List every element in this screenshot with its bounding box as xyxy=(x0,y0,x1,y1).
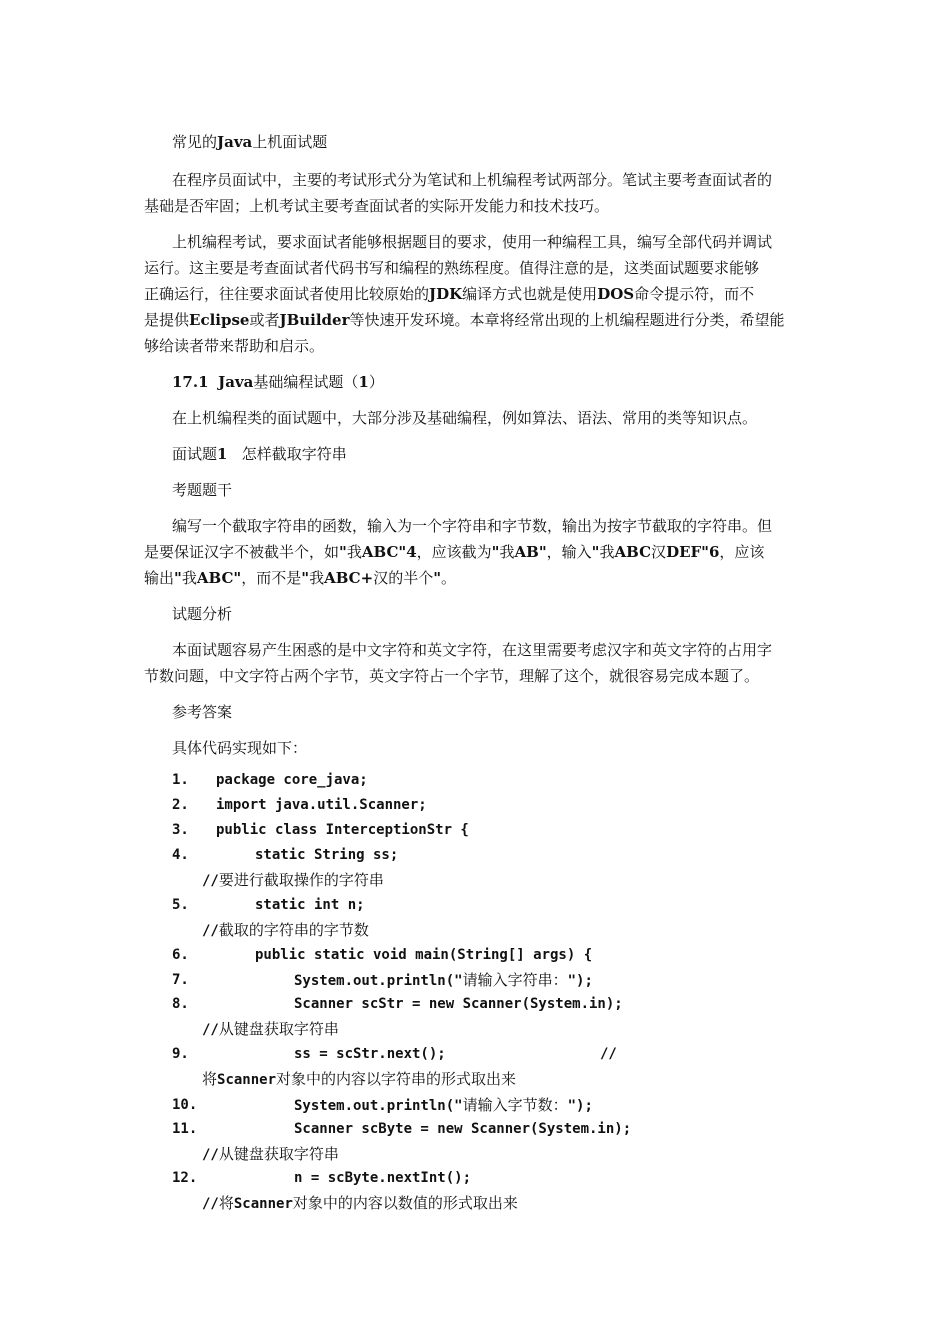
code-line-number: 8. xyxy=(172,996,189,1012)
code-line: import java.util.Scanner; xyxy=(216,797,427,813)
code-line-number: 2. xyxy=(172,797,189,813)
section-description: 在上机编程类的面试题中，大部分涉及基础编程，例如算法、语法、常用的类等知识点。 xyxy=(172,409,758,427)
section-heading: 17.1 Java基础编程试题（1） xyxy=(172,373,384,391)
code-line-number: 4. xyxy=(172,847,189,863)
code-line-number: 6. xyxy=(172,947,189,963)
code-comment: //要进行截取操作的字符串 xyxy=(202,871,384,889)
intro-paragraph-2-line-4: 是提供Eclipse或者JBuilder等快速开发环境。本章将经常出现的上机编程题进行分类，希望能 xyxy=(144,311,785,329)
code-line: static int n; xyxy=(255,897,365,913)
code-comment: //将Scanner对象中的内容以数值的形式取出来 xyxy=(202,1194,518,1212)
intro-paragraph-1-line-1: 在程序员面试中，主要的考试形式分为笔试和上机编程考试两部分。笔试主要考查面试者的 xyxy=(172,171,773,189)
code-line-number: 3. xyxy=(172,822,189,838)
code-line-number: 7. xyxy=(172,972,189,988)
code-comment: // xyxy=(600,1046,617,1062)
question-heading: 面试题1 怎样截取字符串 xyxy=(172,445,347,463)
answer-intro: 具体代码实现如下： xyxy=(172,739,308,757)
analysis-line-2: 节数问题，中文字符占两个字节，英文字符占一个字节，理解了这个，就很容易完成本题了。 xyxy=(144,667,760,685)
intro-paragraph-2-line-3: 正确运行，往往要求面试者使用比较原始的JDK编译方式也就是使用DOS命令提示符，而不 xyxy=(144,285,755,303)
code-line: package core_java; xyxy=(216,772,368,788)
code-line: public static void main(String[] args) { xyxy=(255,947,593,963)
code-line: n = scByte.nextInt(); xyxy=(294,1170,472,1186)
page-title: 常见的Java上机面试题 xyxy=(172,133,328,151)
intro-paragraph-2-line-5: 够给读者带来帮助和启示。 xyxy=(144,337,325,355)
code-comment: //从键盘获取字符串 xyxy=(202,1145,339,1163)
code-line: static String ss; xyxy=(255,847,399,863)
intro-paragraph-2-line-1: 上机编程考试，要求面试者能够根据题目的要求，使用一种编程工具，编写全部代码并调试 xyxy=(172,233,773,251)
code-line-number: 10. xyxy=(172,1097,198,1113)
code-comment: 将Scanner对象中的内容以字符串的形式取出来 xyxy=(202,1070,517,1088)
code-line-number: 9. xyxy=(172,1046,189,1062)
code-line: Scanner scByte = new Scanner(System.in); xyxy=(294,1121,632,1137)
code-line: Scanner scStr = new Scanner(System.in); xyxy=(294,996,623,1012)
intro-paragraph-1-line-2: 基础是否牢固；上机考试主要考查面试者的实际开发能力和技术技巧。 xyxy=(144,197,610,215)
code-line: public class InterceptionStr { xyxy=(216,822,469,838)
analysis-line-1: 本面试题容易产生困惑的是中文字符和英文字符，在这里需要考虑汉字和英文字符的占用字 xyxy=(172,641,773,659)
stem-line-1: 编写一个截取字符串的函数，输入为一个字符串和字节数，输出为按字节截取的字符串。但 xyxy=(172,517,773,535)
analysis-heading: 试题分析 xyxy=(172,605,233,623)
code-line-number: 11. xyxy=(172,1121,198,1137)
code-line: ss = scStr.next(); xyxy=(294,1046,446,1062)
code-line: System.out.println("请输入字符串："); xyxy=(294,971,593,989)
code-comment: //截取的字符串的字节数 xyxy=(202,921,369,939)
code-line-number: 1. xyxy=(172,772,189,788)
stem-heading: 考题题干 xyxy=(172,481,233,499)
stem-line-3: 输出"我ABC"，而不是"我ABC+汉的半个"。 xyxy=(144,569,457,587)
intro-paragraph-2-line-2: 运行。这主要是考查面试者代码书写和编程的熟练程度。值得注意的是，这类面试题要求能够 xyxy=(144,259,760,277)
code-line-number: 12. xyxy=(172,1170,198,1186)
code-comment: //从键盘获取字符串 xyxy=(202,1020,339,1038)
code-line-number: 5. xyxy=(172,897,189,913)
answer-heading: 参考答案 xyxy=(172,703,233,721)
code-line: System.out.println("请输入字节数："); xyxy=(294,1096,593,1114)
stem-line-2: 是要保证汉字不被截半个，如"我ABC"4，应该截为"我AB"，输入"我ABC汉DEF"6，应该 xyxy=(144,543,765,561)
